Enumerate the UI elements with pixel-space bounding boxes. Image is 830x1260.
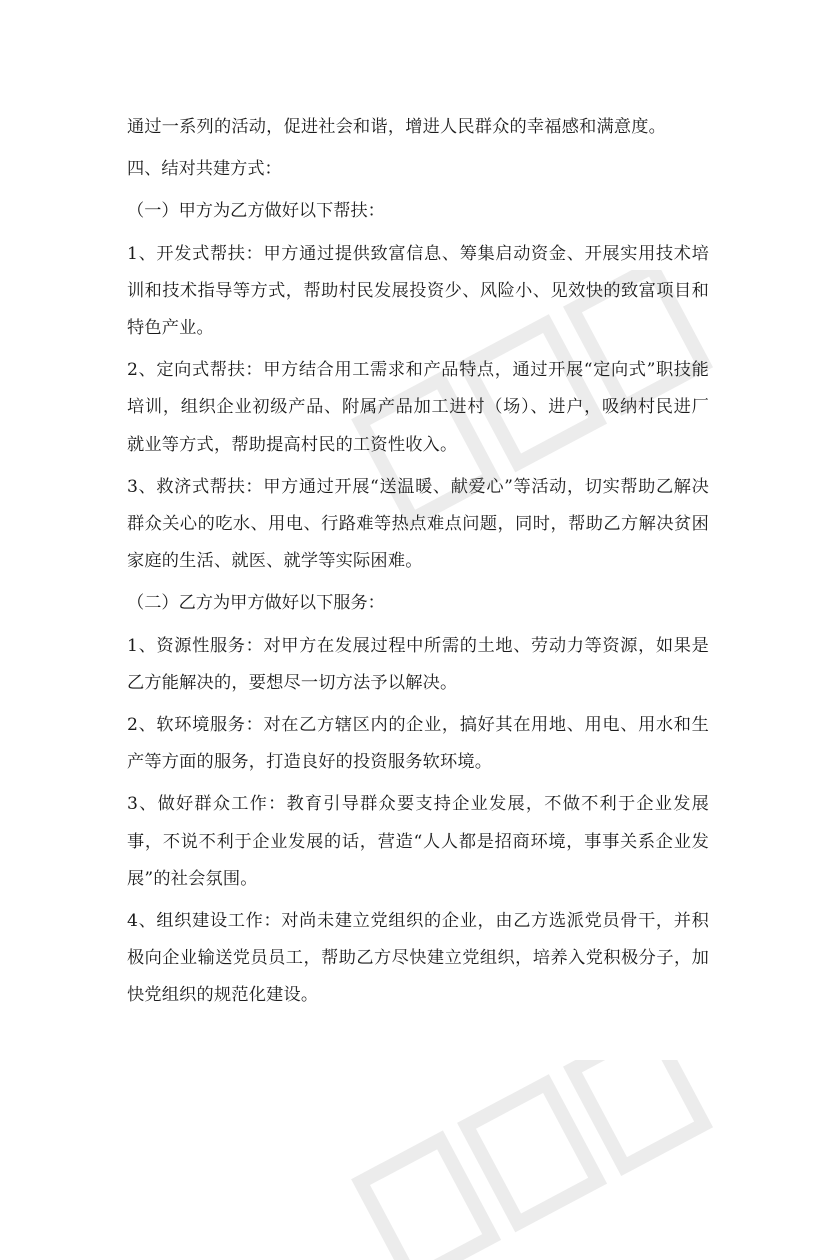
paragraph-intro: 通过一系列的活动，促进社会和谐，增进人民群众的幸福感和满意度。 (127, 117, 667, 137)
subsection-heading-1: （一）甲方为乙方做好以下帮扶： (127, 201, 385, 222)
watermark-logo-bottom (330, 1060, 730, 1260)
subsection-heading-2: （二）乙方为甲方做好以下服务： (127, 593, 385, 614)
paragraph-item-1-3: 3、救济式帮扶：甲方通过开展“送温暖、献爱心”等活动，切实帮助乙解决群众关心的吃水、用电、行路难等热点难点问题，同时，帮助乙方解决贫困家庭的生活、就医、就学等实际困难。 (127, 476, 709, 572)
paragraph-item-2-1: 1、资源性服务：对甲方在发展过程中所需的土地、劳动力等资源，如果是乙方能解决的，要想尽一切方法予以解决。 (127, 635, 709, 693)
paragraph-item-1-2: 2、定向式帮扶：甲方结合用工需求和产品特点，通过开展“定向式”职技能培训，组织企业初级产品、附属产品加工进村（场）、进户，吸纳村民进厂就业等方式，帮助提高村民的工资性收入。 (127, 360, 709, 455)
paragraph-item-1-1: 1、开发式帮扶：甲方通过提供致富信息、筹集启动资金、开展实用技术培训和技术指导等方式，帮助村民发展投资少、风险小、见效快的致富项目和特色产业。 (127, 243, 709, 339)
section-heading-4: 四、结对共建方式： (127, 159, 282, 180)
document-body (127, 109, 709, 1015)
paragraph-item-2-4: 4、组织建设工作：对尚未建立党组织的企业，由乙方选派党员骨干，并积极向企业输送党员员工，帮助乙方尽快建立党组织，培养入党积极分子，加快党组织的规范化建设。 (127, 911, 709, 1006)
paragraph-item-2-3: 3、做好群众工作：教育引导群众要支持企业发展，不做不利于企业发展事，不说不利于企业发展的话，营造“人人都是招商环境，事事关系企业发展”的社会氛围。 (127, 794, 709, 889)
paragraph-item-2-2: 2、软环境服务：对在乙方辖区内的企业，搞好其在用地、用电、用水和生产等方面的服务，打造良好的投资服务软环境。 (127, 715, 709, 773)
